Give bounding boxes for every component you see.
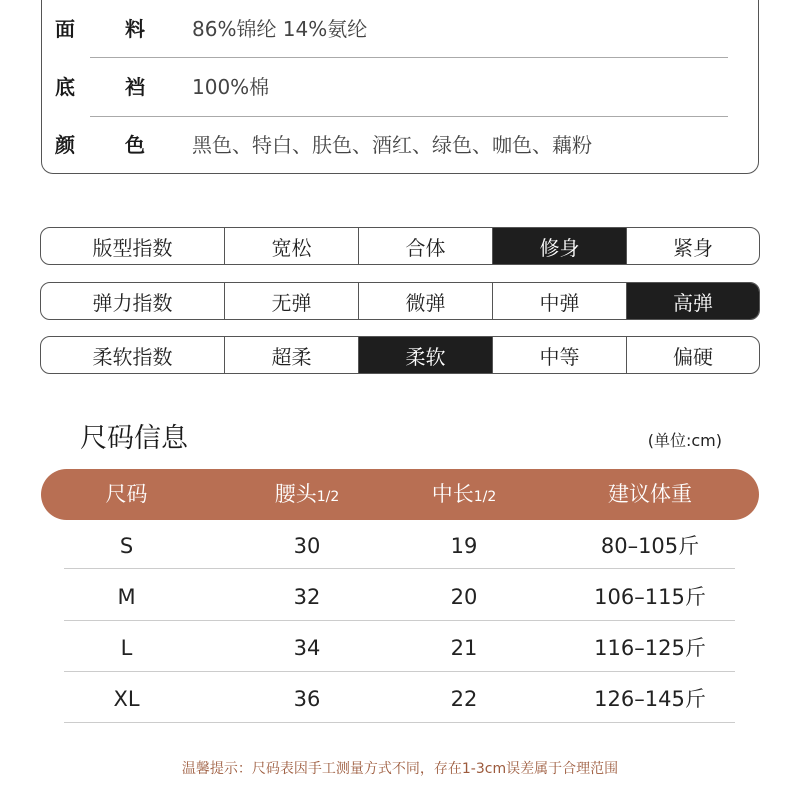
material-label-char1: 面 [55,17,75,41]
size-unit-label: (单位:cm) [647,431,722,450]
cell-size: XL [113,687,140,711]
material-label-char1: 颜 [55,133,75,157]
material-label-char2: 料 [125,17,145,41]
softness-option-firm: 偏硬 [626,337,759,373]
header-length: 中长1/2 [431,482,497,506]
fit-option-regular: 合体 [358,228,492,264]
stretch-option-none: 无弹 [224,283,358,319]
stretch-index-title: 弹力指数 [92,290,173,315]
cell-size: L [120,636,133,660]
cell-size: M [117,585,136,609]
cell-waist: 32 [293,585,321,609]
stretch-option-high: 高弹 [626,283,759,319]
header-size: 尺码 [105,482,148,506]
table-row [0,521,800,572]
material-row-crotch [55,58,685,116]
cell-size: S [119,534,134,558]
material-row-fabric [55,0,685,58]
header-waist: 腰头1/2 [274,482,340,506]
size-info-title: 尺码信息 [80,423,188,454]
material-value: 86%锦纶 14%氨纶 [192,17,368,41]
cell-waist: 34 [293,636,321,660]
cell-weight: 126–145斤 [594,687,706,711]
measurement-tip: 温馨提示：尺码表因手工测量方式不同，存在1-3cm误差属于合理范围 [181,761,619,777]
cell-length: 20 [450,585,478,609]
row-divider [64,671,735,672]
stretch-index-bar [40,282,760,320]
table-row [0,572,800,623]
softness-index-title: 柔软指数 [92,344,173,369]
stretch-option-slight: 微弹 [358,283,492,319]
fit-option-slim: 修身 [492,228,626,264]
softness-option-medium: 中等 [492,337,626,373]
row-divider [64,568,735,569]
table-row [0,623,800,674]
fit-index-bar [40,227,760,265]
size-table-header [41,469,759,520]
material-value: 100%棉 [192,75,270,99]
cell-length: 19 [450,534,478,558]
softness-index-bar [40,336,760,374]
cell-weight: 116–125斤 [594,636,706,660]
material-label-char2: 色 [125,133,145,157]
row-divider [64,722,735,723]
material-value: 黑色、特白、肤色、酒红、绿色、咖色、藕粉 [192,133,592,157]
table-row [0,674,800,725]
cell-length: 22 [450,687,478,711]
row-divider [64,620,735,621]
cell-waist: 30 [293,534,321,558]
cell-weight: 80–105斤 [600,534,700,558]
material-label-char2: 裆 [125,75,145,99]
cell-length: 21 [450,636,478,660]
fit-option-tight: 紧身 [626,228,759,264]
fit-option-loose: 宽松 [224,228,358,264]
cell-weight: 106–115斤 [594,585,706,609]
softness-option-ultra-soft: 超柔 [224,337,358,373]
fit-index-title: 版型指数 [92,235,173,260]
header-weight: 建议体重 [608,482,692,506]
softness-option-soft: 柔软 [358,337,492,373]
material-label-char1: 底 [55,75,75,99]
material-row-colors [55,116,685,174]
stretch-option-medium: 中弹 [492,283,626,319]
cell-waist: 36 [293,687,321,711]
